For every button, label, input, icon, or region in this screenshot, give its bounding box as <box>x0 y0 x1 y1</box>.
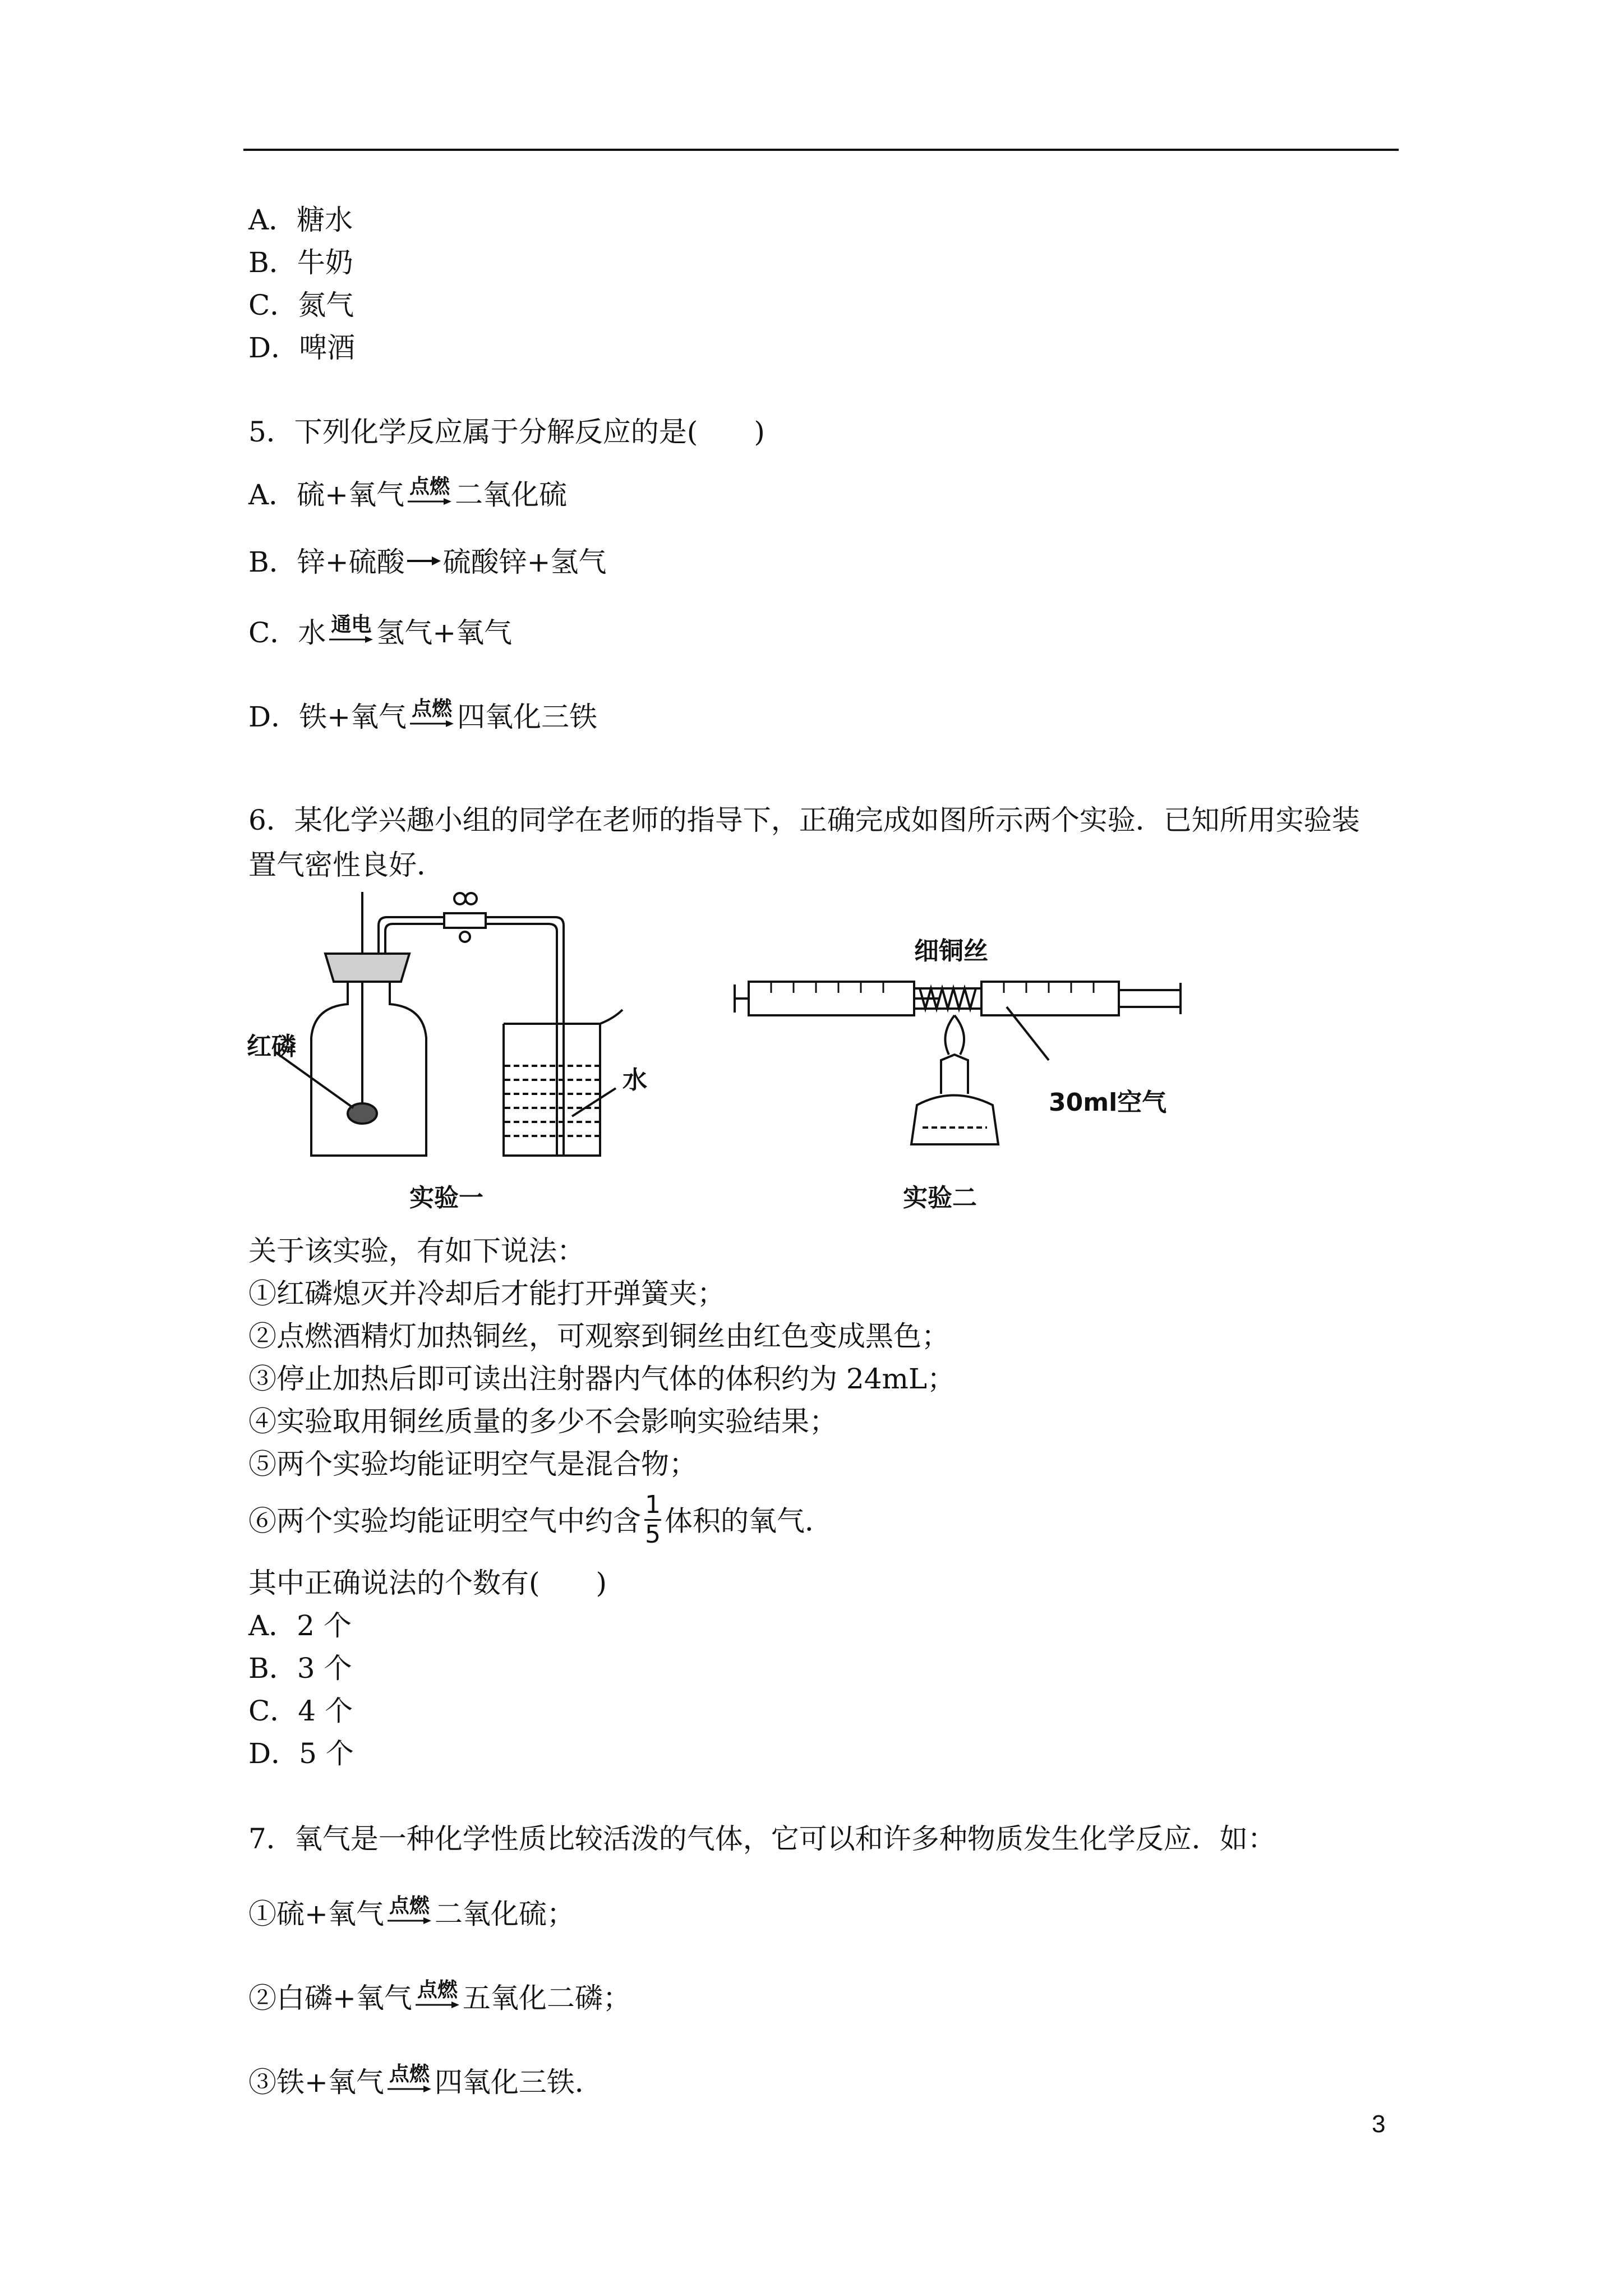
option-label: A． <box>248 478 297 511</box>
label-air-volume: 30ml空气 <box>1049 1088 1167 1117</box>
fraction-numerator: 1 <box>645 1490 661 1519</box>
reaction-condition: 点燃 <box>417 1978 458 2001</box>
products: 二氧化硫； <box>434 1898 575 1930</box>
products: 硫酸锌+氢气 <box>442 546 607 578</box>
reactants: 锌+硫酸 <box>297 546 405 578</box>
reactants: ①硫+氧气 <box>248 1898 384 1930</box>
statement-text-end: 体积的氧气． <box>665 1504 833 1538</box>
q6-statement-3: ③停止加热后即可读出注射器内气体的体积约为 24mL； <box>248 1363 956 1395</box>
option-label: D． <box>248 701 299 733</box>
reaction-arrow <box>388 1895 431 1924</box>
q5-stem: 5．下列化学反应属于分解反应的是( ) <box>248 416 765 448</box>
reaction-arrow <box>329 614 373 643</box>
q6-option-d: D．5 个 <box>248 1737 354 1770</box>
fraction-denominator: 5 <box>645 1520 661 1549</box>
arrow-icon <box>388 2086 431 2092</box>
q6-statement-6 <box>248 1490 833 1552</box>
reaction-condition: 点燃 <box>409 475 450 498</box>
q5-option-b <box>248 544 607 580</box>
q6-option-b: B．3 个 <box>248 1652 352 1685</box>
caption-experiment-two: 实验二 <box>903 1184 977 1212</box>
reaction-arrow <box>408 476 451 505</box>
q6-intro: 关于该实验，有如下说法： <box>248 1235 585 1267</box>
arrow-icon <box>410 720 454 727</box>
q4-option-a: A．糖水 <box>248 204 353 236</box>
experiment-two-apparatus <box>735 982 1181 1144</box>
q6-statement-4: ④实验取用铜丝质量的多少不会影响实验结果； <box>248 1405 837 1438</box>
experiment-one-apparatus <box>275 892 623 1156</box>
products: 四氧化三铁 <box>457 701 597 733</box>
products: 四氧化三铁． <box>434 2066 603 2099</box>
q4-option-c: C．氮气 <box>248 289 354 321</box>
products: 氢气+氧气 <box>376 616 513 649</box>
q6-statement-1: ①红磷熄灭并冷却后才能打开弹簧夹； <box>248 1277 725 1310</box>
caption-experiment-one: 实验一 <box>409 1184 483 1212</box>
label-red-phosphorus: 红磷 <box>247 1032 296 1061</box>
reactants: ②白磷+氧气 <box>248 1982 412 2014</box>
header-rule <box>243 149 1399 151</box>
arrow-icon <box>416 2001 459 2008</box>
reaction-arrow <box>416 1979 459 2008</box>
q6-ask: 其中正确说法的个数有( ) <box>248 1567 607 1599</box>
q7-reaction-3 <box>248 2064 603 2100</box>
reactants: ③铁+氧气 <box>248 2066 384 2099</box>
option-label: C． <box>248 616 298 649</box>
fraction-one-fifth <box>644 1491 661 1549</box>
reaction-condition: 点燃 <box>411 697 452 720</box>
q5-option-d <box>248 699 597 735</box>
reactants: 水 <box>298 616 326 649</box>
q4-option-d: D．啤酒 <box>248 332 356 364</box>
reaction-condition: 点燃 <box>389 1894 430 1917</box>
products: 五氧化二磷； <box>462 1982 631 2014</box>
q5-option-c <box>248 615 512 651</box>
q6-stem-line2: 置气密性良好． <box>248 849 445 881</box>
q6-stem-line1: 6．某化学兴趣小组的同学在老师的指导下，正确完成如图所示两个实验．已知所用实验装 <box>248 804 1360 836</box>
arrow-icon <box>407 555 441 567</box>
q6-option-c: C．4 个 <box>248 1695 353 1727</box>
q7-reaction-1 <box>248 1896 575 1932</box>
reaction-arrow <box>388 2063 431 2092</box>
q5-option-a <box>248 477 567 513</box>
reaction-condition: 点燃 <box>389 2063 430 2086</box>
arrow-icon <box>388 1917 431 1924</box>
arrow-icon <box>329 636 373 643</box>
option-label: B． <box>248 546 297 578</box>
reactants: 硫+氧气 <box>297 478 405 511</box>
reaction-condition: 通电 <box>331 613 372 636</box>
reaction-arrow <box>410 698 454 727</box>
reactants: 铁+氧气 <box>299 701 407 733</box>
statement-text: ⑥两个实验均能证明空气中约含 <box>248 1504 641 1538</box>
arrow-icon <box>408 498 451 505</box>
q6-option-a: A．2 个 <box>248 1609 352 1642</box>
q6-statement-5: ⑤两个实验均能证明空气是混合物； <box>248 1448 697 1480</box>
label-copper-wire: 细铜丝 <box>914 937 988 965</box>
experiment-figure <box>241 892 1228 1234</box>
q4-option-b: B．牛奶 <box>248 246 353 279</box>
q6-statement-2: ②点燃酒精灯加热铜丝，可观察到铜丝由红色变成黑色； <box>248 1320 949 1352</box>
page-number: 3 <box>1372 2110 1386 2138</box>
q7-reaction-2 <box>248 1980 631 2016</box>
products: 二氧化硫 <box>455 478 568 511</box>
label-water: 水 <box>623 1066 647 1094</box>
q7-stem: 7．氧气是一种化学性质比较活泼的气体，它可以和许多种物质发生化学反应．如： <box>248 1823 1276 1855</box>
